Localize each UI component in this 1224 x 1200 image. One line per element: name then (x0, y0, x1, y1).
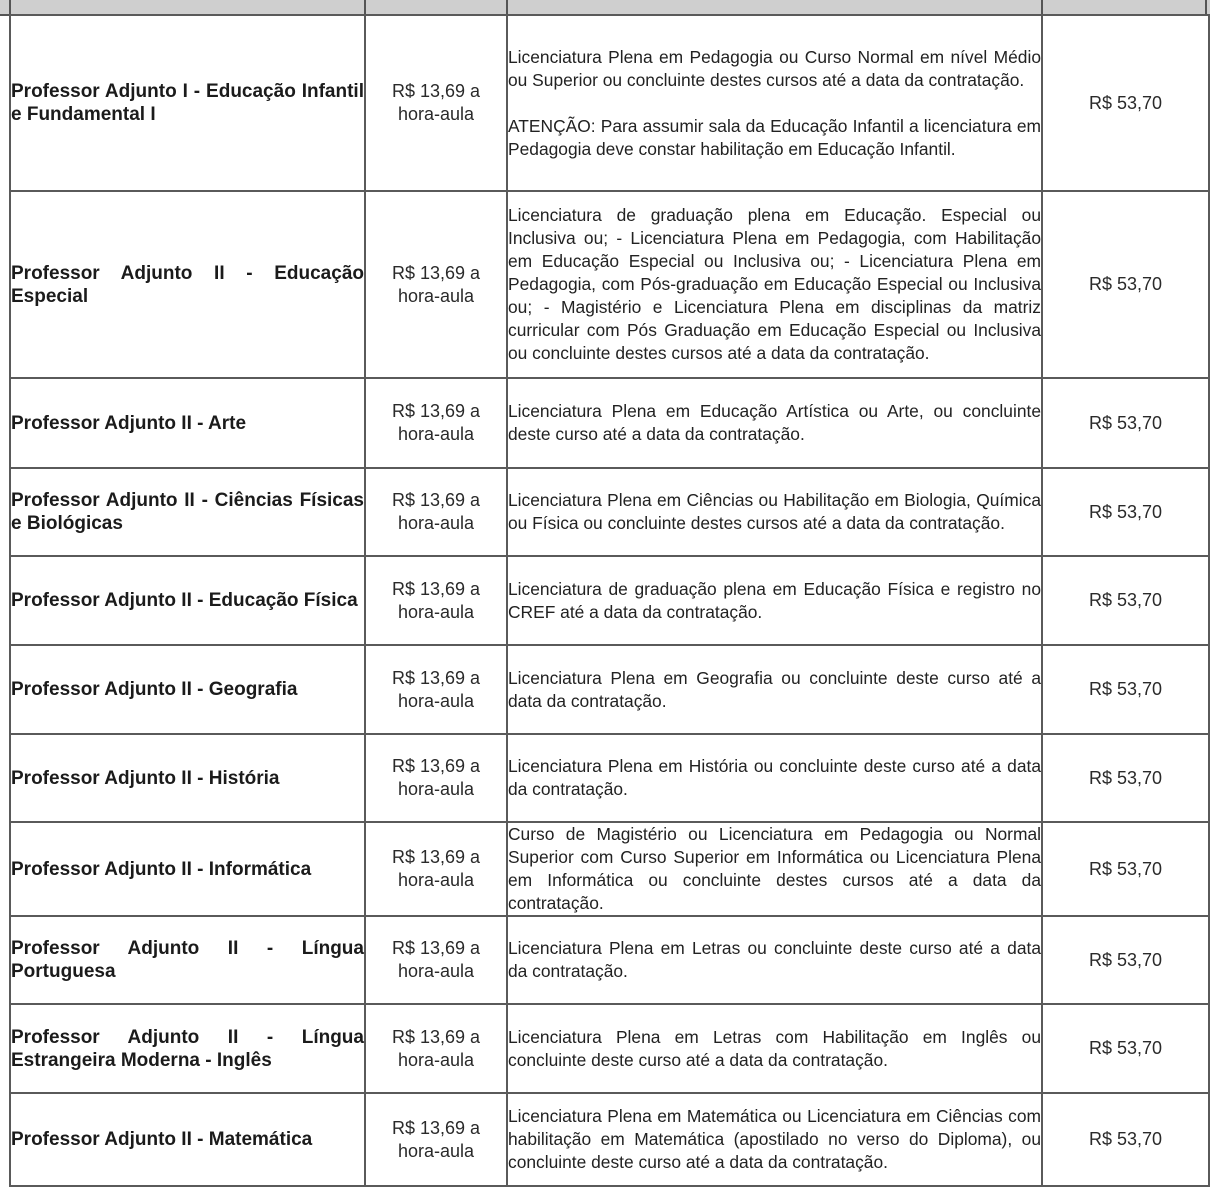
position-title: Professor Adjunto I - Educação Infantil e Fundamental I (10, 15, 365, 191)
requirements-cell (507, 378, 1042, 468)
table-row (10, 916, 1209, 1004)
position-title: Professor Adjunto II - Ciências Físicas e Biológicas (10, 468, 365, 556)
requirement-text: Licenciatura Plena em Letras com Habilitação em Inglês ou concluinte deste curso até a data da contratação. (508, 1026, 1041, 1070)
hourly-rate-value: R$ 13,69 a (391, 847, 481, 867)
table-row (10, 1093, 1209, 1186)
salary-value: R$ 53,70 (1042, 191, 1209, 378)
positions-table (9, 14, 1210, 1187)
position-title: Professor Adjunto II - Língua Portuguesa (10, 916, 365, 1004)
positions-table-body (10, 15, 1209, 1186)
hourly-rate-value: R$ 13,69 a (391, 262, 481, 283)
requirements-cell (507, 191, 1042, 378)
hourly-rate-unit: hora-aula (397, 104, 475, 124)
salary-value: R$ 53,70 (1042, 556, 1209, 645)
table-row (10, 1004, 1209, 1093)
requirements-cell (507, 468, 1042, 556)
salary-value: R$ 53,70 (1042, 734, 1209, 822)
requirement-text: Licenciatura Plena em Matemática ou Licenciatura em Ciências com habilitação em Matemática (apostilado no verso do Diploma), ou concluinte deste curso até a data da contratação. (508, 1106, 1041, 1172)
hourly-rate-value: R$ 13,69 a (391, 81, 481, 101)
hourly-rate-cell (365, 916, 507, 1004)
header-divider (1205, 0, 1207, 14)
hourly-rate-cell (365, 1004, 507, 1093)
requirement-text: Licenciatura Plena em Educação Artística ou Arte, ou concluinte deste curso até a data da contratação. (508, 401, 1041, 444)
header-divider (506, 0, 508, 14)
hourly-rate-unit: hora-aula (397, 601, 475, 622)
position-title: Professor Adjunto II - Geografia (10, 645, 365, 734)
requirements-cell (507, 645, 1042, 734)
requirements-cell (507, 1093, 1042, 1186)
hourly-rate-cell (365, 378, 507, 468)
requirements-cell (507, 1004, 1042, 1093)
hourly-rate-value: R$ 13,69 a (391, 1117, 481, 1138)
hourly-rate-unit: hora-aula (397, 513, 475, 533)
header-divider (364, 0, 366, 14)
hourly-rate-unit: hora-aula (397, 961, 475, 981)
requirements-cell (507, 822, 1042, 916)
table-row (10, 191, 1209, 378)
requirements-cell (507, 556, 1042, 645)
hourly-rate-cell (365, 734, 507, 822)
hourly-rate-unit: hora-aula (397, 1049, 475, 1070)
hourly-rate-value: R$ 13,69 a (391, 938, 481, 958)
requirement-text: Curso de Magistério ou Licenciatura em Pedagogia ou Normal Superior com Curso Superior em Informática ou Licenciatura Plena em Informática ou concluinte destes cursos até a data da contratação. (508, 824, 1041, 913)
requirements-cell (507, 916, 1042, 1004)
salary-value: R$ 53,70 (1042, 645, 1209, 734)
hourly-rate-value: R$ 13,69 a (391, 401, 481, 421)
hourly-rate-unit: hora-aula (397, 870, 475, 890)
hourly-rate-cell (365, 15, 507, 191)
hourly-rate-cell (365, 191, 507, 378)
table-row (10, 378, 1209, 468)
table-row (10, 556, 1209, 645)
position-title: Professor Adjunto II - Arte (10, 378, 365, 468)
requirement-text: Licenciatura de graduação plena em Educação. Especial ou Inclusiva ou; - Licenciatura Plena em Pedagogia, com Habilitação em Educação Especial ou Inclusiva ou; - Licenciatura Plena em Pedagogia, com Pós-graduação em Educação Especial ou Inclusiva ou; - Magistério e Licenciatura Plena em disciplinas da matriz curricular com Pós Graduação em Educação Especial ou Inclusiva ou concluinte destes cursos até a data da contratação. (508, 205, 1041, 363)
requirements-cell (507, 15, 1042, 191)
position-title: Professor Adjunto II - Informática (10, 822, 365, 916)
hourly-rate-value: R$ 13,69 a (391, 756, 481, 776)
salary-value: R$ 53,70 (1042, 378, 1209, 468)
position-title: Professor Adjunto II - Língua Estrangeira Moderna - Inglês (10, 1004, 365, 1093)
requirement-text: Licenciatura Plena em História ou concluinte deste curso até a data da contratação. (508, 756, 1041, 799)
header-divider (9, 0, 11, 14)
hourly-rate-cell (365, 1093, 507, 1186)
table-row (10, 15, 1209, 191)
salary-value: R$ 53,70 (1042, 916, 1209, 1004)
requirement-text: Licenciatura Plena em Pedagogia ou Curso Normal em nível Médio ou Superior ou concluinte destes cursos até a data da contratação. (508, 46, 1041, 90)
hourly-rate-value: R$ 13,69 a (391, 578, 481, 599)
requirements-cell (507, 734, 1042, 822)
hourly-rate-cell (365, 556, 507, 645)
hourly-rate-cell (365, 645, 507, 734)
table-row (10, 822, 1209, 916)
hourly-rate-unit: hora-aula (397, 285, 475, 306)
hourly-rate-value: R$ 13,69 a (391, 490, 481, 510)
hourly-rate-value: R$ 13,69 a (391, 667, 481, 688)
hourly-rate-unit: hora-aula (397, 1140, 475, 1161)
salary-value: R$ 53,70 (1042, 1004, 1209, 1093)
requirement-text: Licenciatura Plena em Letras ou concluinte deste curso até a data da contratação. (508, 938, 1041, 981)
position-title: Professor Adjunto II - Educação Física (10, 556, 365, 645)
requirement-text: Licenciatura Plena em Geografia ou concluinte deste curso até a data da contratação. (508, 667, 1041, 711)
hourly-rate-cell (365, 822, 507, 916)
table-row (10, 645, 1209, 734)
position-title: Professor Adjunto II - Matemática (10, 1093, 365, 1186)
hourly-rate-cell (365, 468, 507, 556)
table-row (10, 734, 1209, 822)
requirement-text: ATENÇÃO: Para assumir sala da Educação Infantil a licenciatura em Pedagogia deve constar habilitação em Educação Infantil. (508, 115, 1041, 159)
hourly-rate-unit: hora-aula (397, 424, 475, 444)
salary-value: R$ 53,70 (1042, 15, 1209, 191)
header-divider (1041, 0, 1043, 14)
salary-value: R$ 53,70 (1042, 1093, 1209, 1186)
salary-value: R$ 53,70 (1042, 468, 1209, 556)
requirement-text: Licenciatura de graduação plena em Educação Física e registro no CREF até a data da contratação. (508, 578, 1041, 622)
position-title: Professor Adjunto II - História (10, 734, 365, 822)
table-row (10, 468, 1209, 556)
hourly-rate-value: R$ 13,69 a (391, 1026, 481, 1047)
hourly-rate-unit: hora-aula (397, 690, 475, 711)
requirement-text: Licenciatura Plena em Ciências ou Habilitação em Biologia, Química ou Física ou concluinte destes cursos até a data da contratação. (508, 490, 1041, 533)
hourly-rate-unit: hora-aula (397, 779, 475, 799)
position-title: Professor Adjunto II - Educação Especial (10, 191, 365, 378)
salary-value: R$ 53,70 (1042, 822, 1209, 916)
